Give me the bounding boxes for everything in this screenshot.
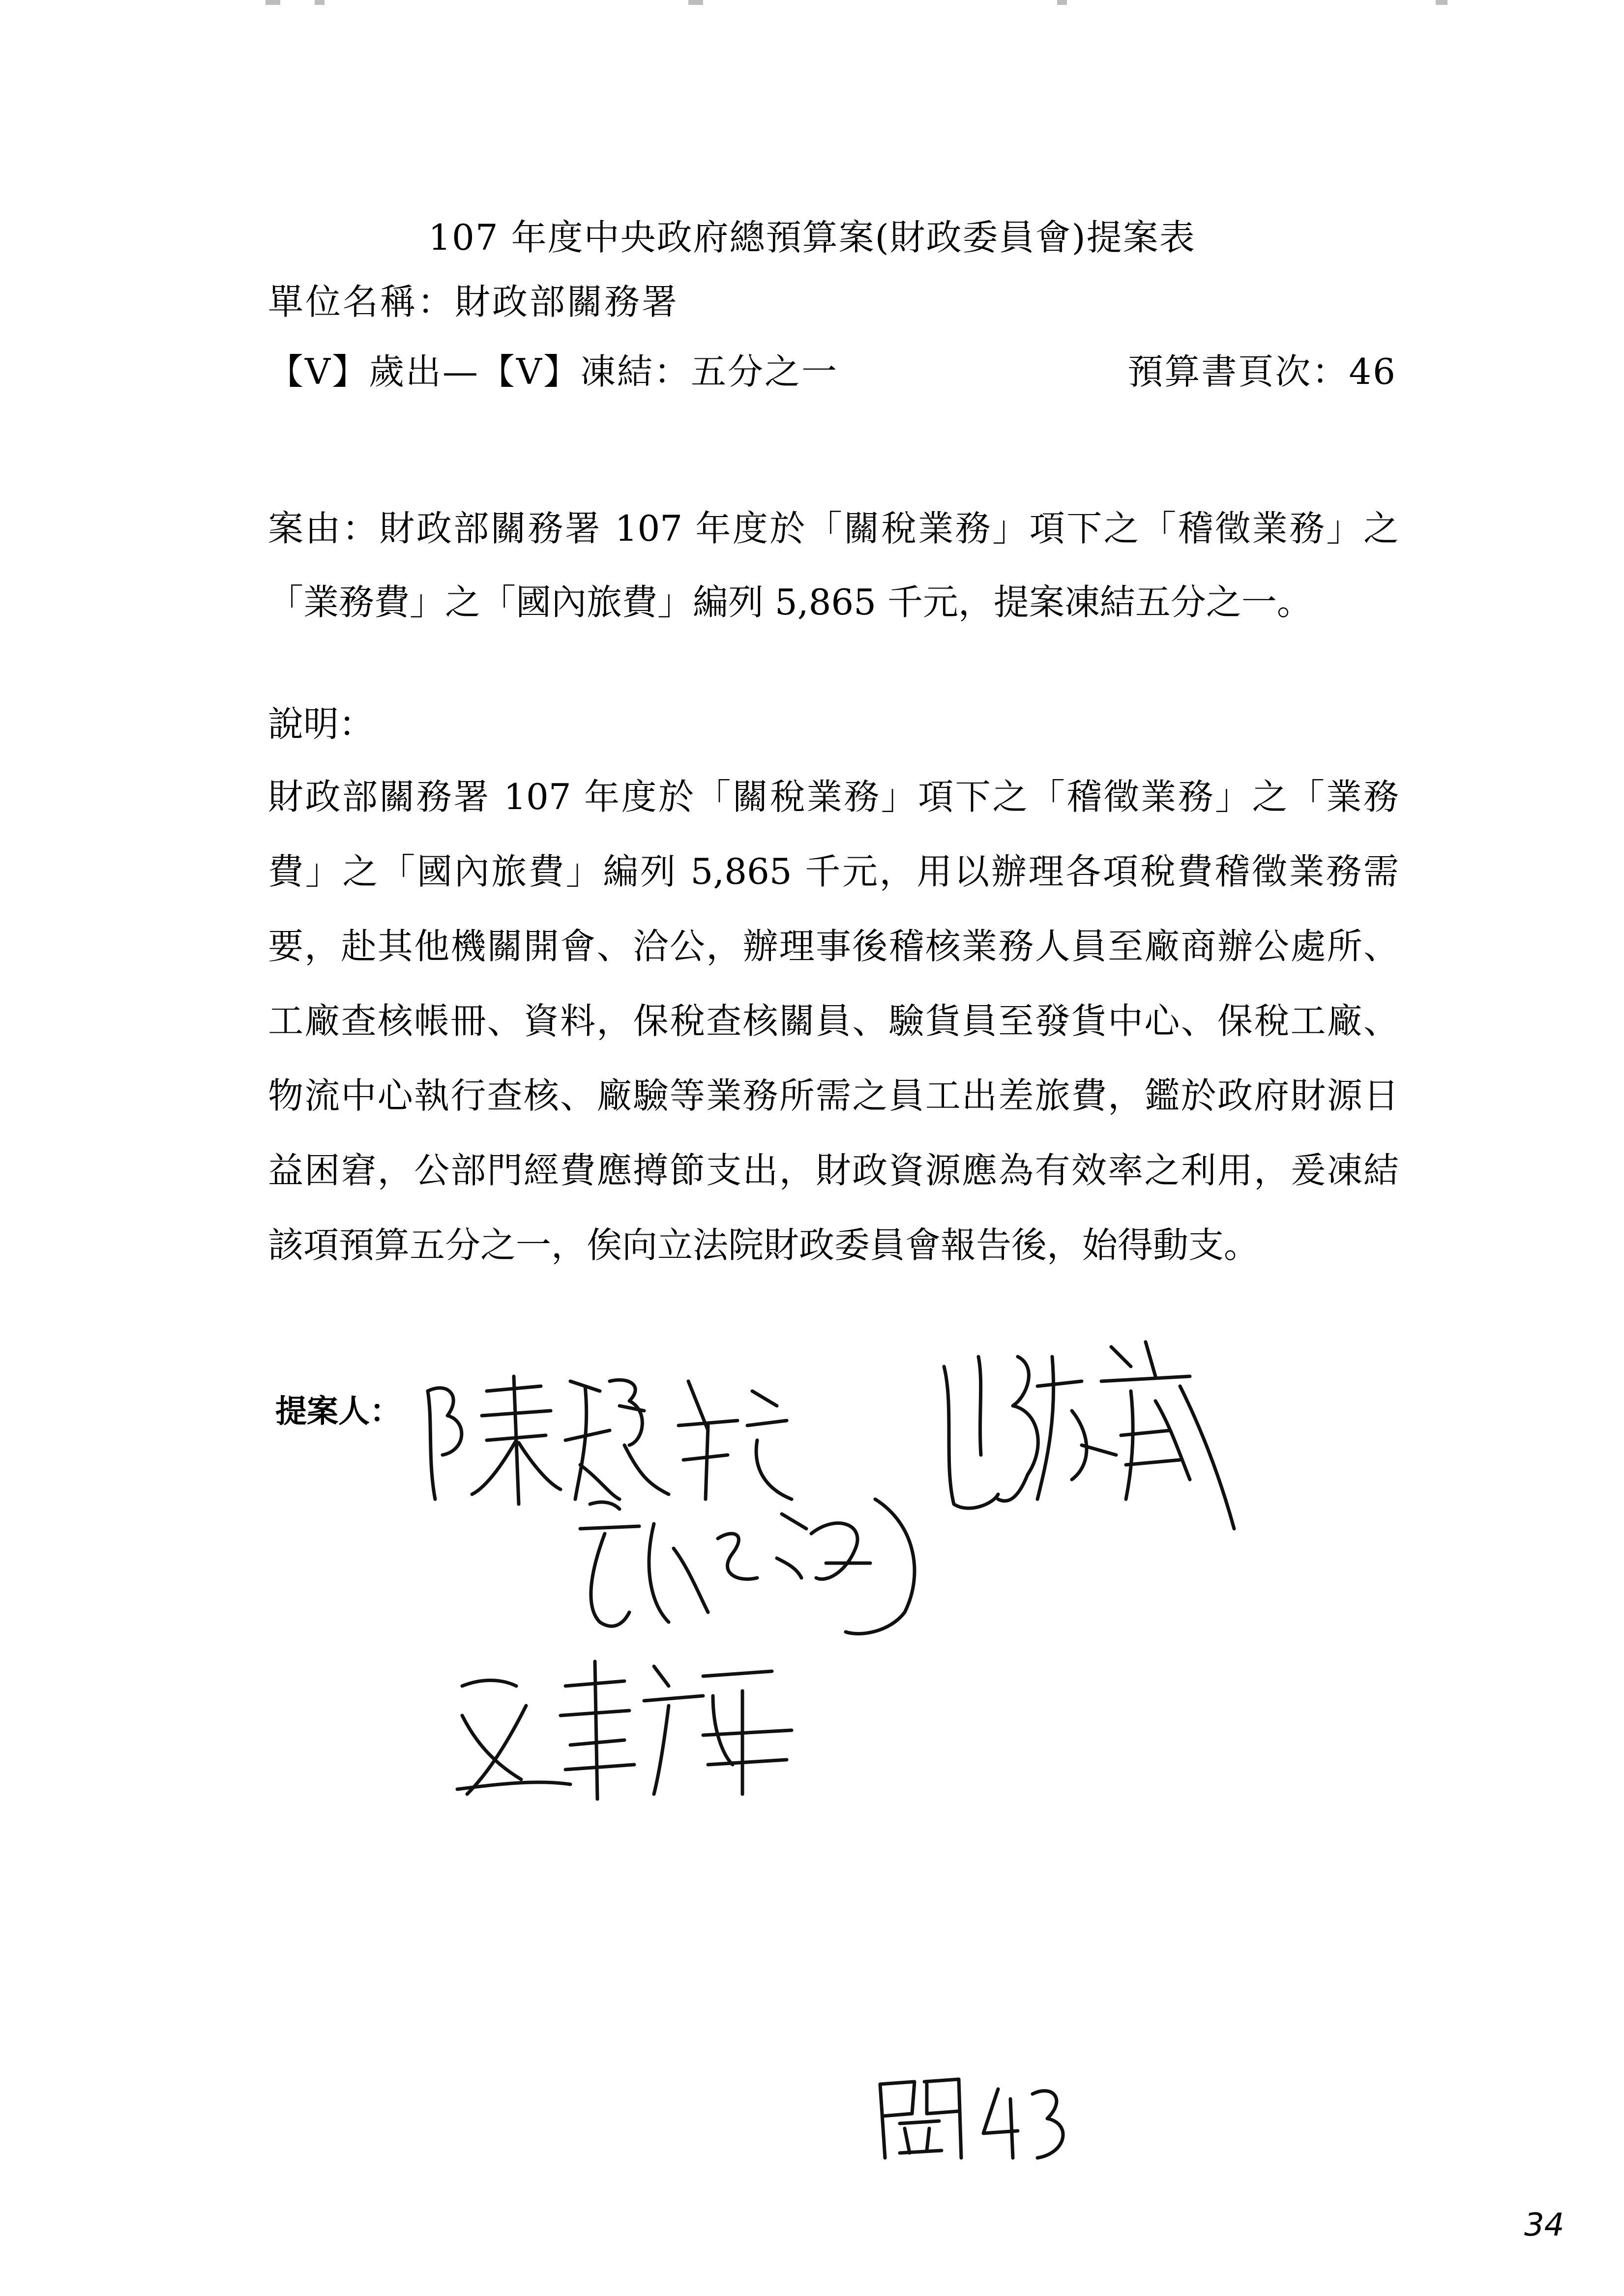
signature-4 [447, 1647, 801, 1809]
page-number: 34 [1524, 2207, 1565, 2243]
case-summary: 案由：財政部關務署 107 年度於「關稅業務」項下之「稽徵業務」之「業務費」之「國內旅費」編列 5,865 千元，提案凍結五分之一。 [268, 508, 1399, 623]
proposer-label: 提案人： [275, 1394, 401, 1430]
signature-2 [924, 1337, 1239, 1543]
scan-artifact [315, 0, 325, 5]
budget-flags-line: 【V】歲出—【V】凍結：五分之一 [268, 351, 838, 392]
scan-artifact [688, 0, 703, 5]
scan-artifact [1436, 0, 1447, 5]
scan-artifact [266, 0, 280, 5]
document-title: 107 年度中央政府總預算案(財政委員會)提案表 [428, 217, 1196, 258]
unit-name-line: 單位名稱：財政部關務署 [268, 281, 679, 322]
signature-3 [570, 1484, 924, 1647]
handwritten-mark [870, 2069, 1077, 2168]
scan-artifact [1057, 0, 1067, 5]
explanation-body: 財政部關務署 107 年度於「關稅業務」項下之「稽徵業務」之「業務費」之「國內旅費」編列 5,865 千元，用以辦理各項稅費稽徵業務需要，赴其他機關開會、洽公，辦理事後稽核業務人員至廠商辦公處所、工廠查核帳冊、資料，保稅查核關員、驗貨員至發貨中心、保稅工廠、物流中心執行查核、廠驗等業務所需之員工出差旅費，鑑於政府財源日益困窘，公部門經費應撙節支出，財政資源應為有效率之利用，爰凍結該項預算五分之一，俟向立法院財政委員會報告後，始得動支。 [268, 776, 1399, 1266]
explanation-heading: 說明： [268, 703, 375, 745]
budget-page-reference: 預算書頁次：46 [1127, 351, 1397, 392]
